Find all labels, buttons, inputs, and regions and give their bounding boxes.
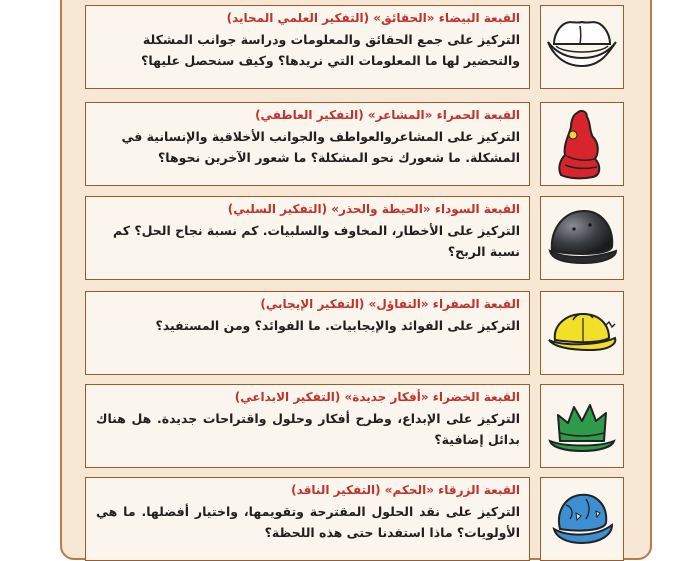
hat-description: التركيز على الفوائد والإيجابيات. ما الفوائد؟ ومن المستفيد؟ — [155, 318, 520, 333]
hat-image-card-black — [540, 196, 624, 280]
hat-description: التركيز على الإبداع، وطرح أفكار وحلول واقتراحات جديدة. هل هناك بدائل إضافية؟ — [96, 411, 520, 447]
yellow-hat-icon — [543, 300, 621, 366]
hat-row-green — [0, 384, 697, 468]
red-hat-icon — [547, 105, 617, 183]
hat-title: القبعة الخضراء «أفكار جديدة» (التفكير الابداعي) — [234, 390, 520, 404]
hat-card-yellow — [85, 291, 530, 375]
hat-row-black — [0, 196, 697, 280]
hat-title: القبعة الزرقاء «الحكم» (التفكير الناقد) — [291, 483, 520, 497]
hat-title: القبعة السوداء «الحيطة والحذر» (التفكير السلبي) — [227, 202, 520, 216]
hat-image-card-red — [540, 102, 624, 186]
green-hat-icon — [544, 393, 620, 459]
hat-image-card-yellow — [540, 291, 624, 375]
hat-card-green — [85, 384, 530, 468]
hat-image-card-green — [540, 384, 624, 468]
hat-image-card-blue — [540, 477, 624, 561]
hat-title: القبعة البيضاء «الحقائق» (التفكير العلمي المحايد) — [226, 11, 520, 25]
hat-description: التركيز على المشاعروالعواطف والجوانب الأخلاقية والإنسانية في المشكلة. ما شعورك نحو المشكلة؟ ما شعور الآخرين نحوها؟ — [121, 129, 520, 165]
black-hat-icon — [544, 203, 620, 273]
blue-hat-icon — [546, 483, 618, 555]
white-hat-icon — [544, 14, 620, 80]
hat-card-blue — [85, 477, 530, 561]
hat-card-red — [85, 102, 530, 186]
hat-row-red — [0, 102, 697, 186]
hat-row-white — [0, 5, 697, 89]
hat-description: التركيز على جمع الحقائق والمعلومات ودراسة جوانب المشكلة والتحضير لها ما المعلومات التي نريدها؟ وكيف سنحصل عليها؟ — [141, 32, 520, 68]
hat-row-yellow — [0, 291, 697, 375]
hat-card-black — [85, 196, 530, 280]
hat-title: القبعة الحمراء «المشاعر» (التفكير العاطفي) — [255, 108, 520, 122]
hat-title: القبعة الصفراء «التفاؤل» (التفكير الإيجابي) — [260, 297, 520, 311]
hat-row-blue — [0, 477, 697, 561]
hat-description: التركيز على نقد الحلول المقترحة وتقويمها، واختيار أفضلها. ما هي الأولويات؟ ماذا استفدنا حتى هذه اللحظة؟ — [96, 504, 520, 540]
hat-card-white — [85, 5, 530, 89]
hat-description: التركيز على الأخطار، المخاوف والسلبيات. كم نسبة نجاح الحل؟ كم نسبة الربح؟ — [112, 223, 520, 259]
hat-image-card-white — [540, 5, 624, 89]
